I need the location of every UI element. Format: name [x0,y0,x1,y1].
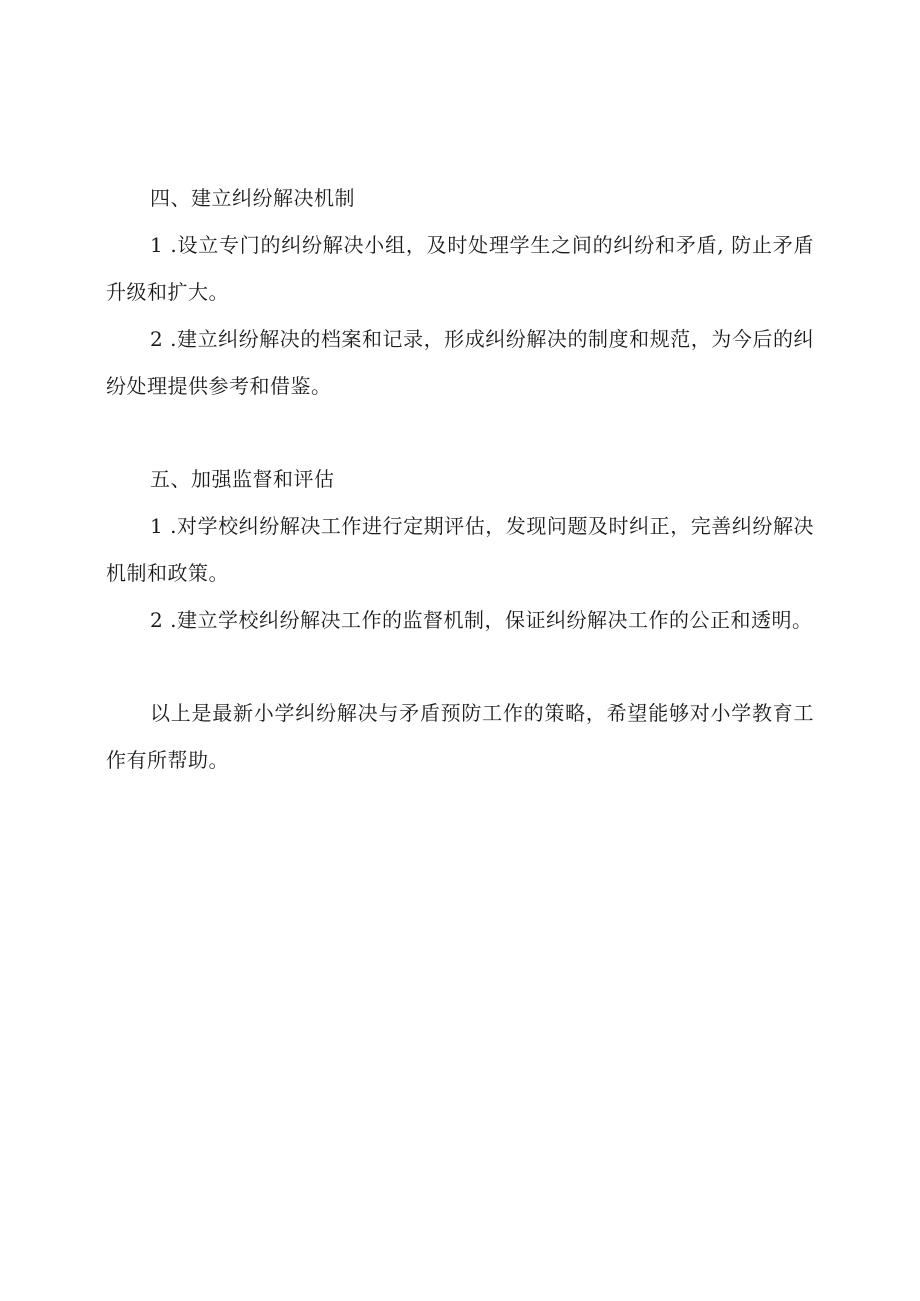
conclusion-paragraph: 以上是最新小学纠纷解决与矛盾预防工作的策略，希望能够对小学教育工作有所帮助。 [106,701,814,772]
document-body [106,175,814,784]
section-5-item-2: 2 .建立学校纠纷解决工作的监督机制，保证纠纷解决工作的公正和透明。 [150,608,813,632]
section-5-item-1: 1 .对学校纠纷解决工作进行定期评估，发现问题及时纠正，完善纠纷解决机制和政策。 [106,514,814,585]
section-heading-5: 五、加强监督和评估 [150,467,335,491]
section-4-item-2: 2 .建立纠纷解决的档案和记录，形成纠纷解决的制度和规范，为今后的纠纷处理提供参考和借鉴。 [106,327,814,398]
section-heading-4: 四、建立纠纷解决机制 [150,186,355,210]
section-4-item-1: 1 .设立专门的纠纷解决小组，及时处理学生之间的纠纷和矛盾, 防止矛盾升级和扩大。 [106,233,814,304]
